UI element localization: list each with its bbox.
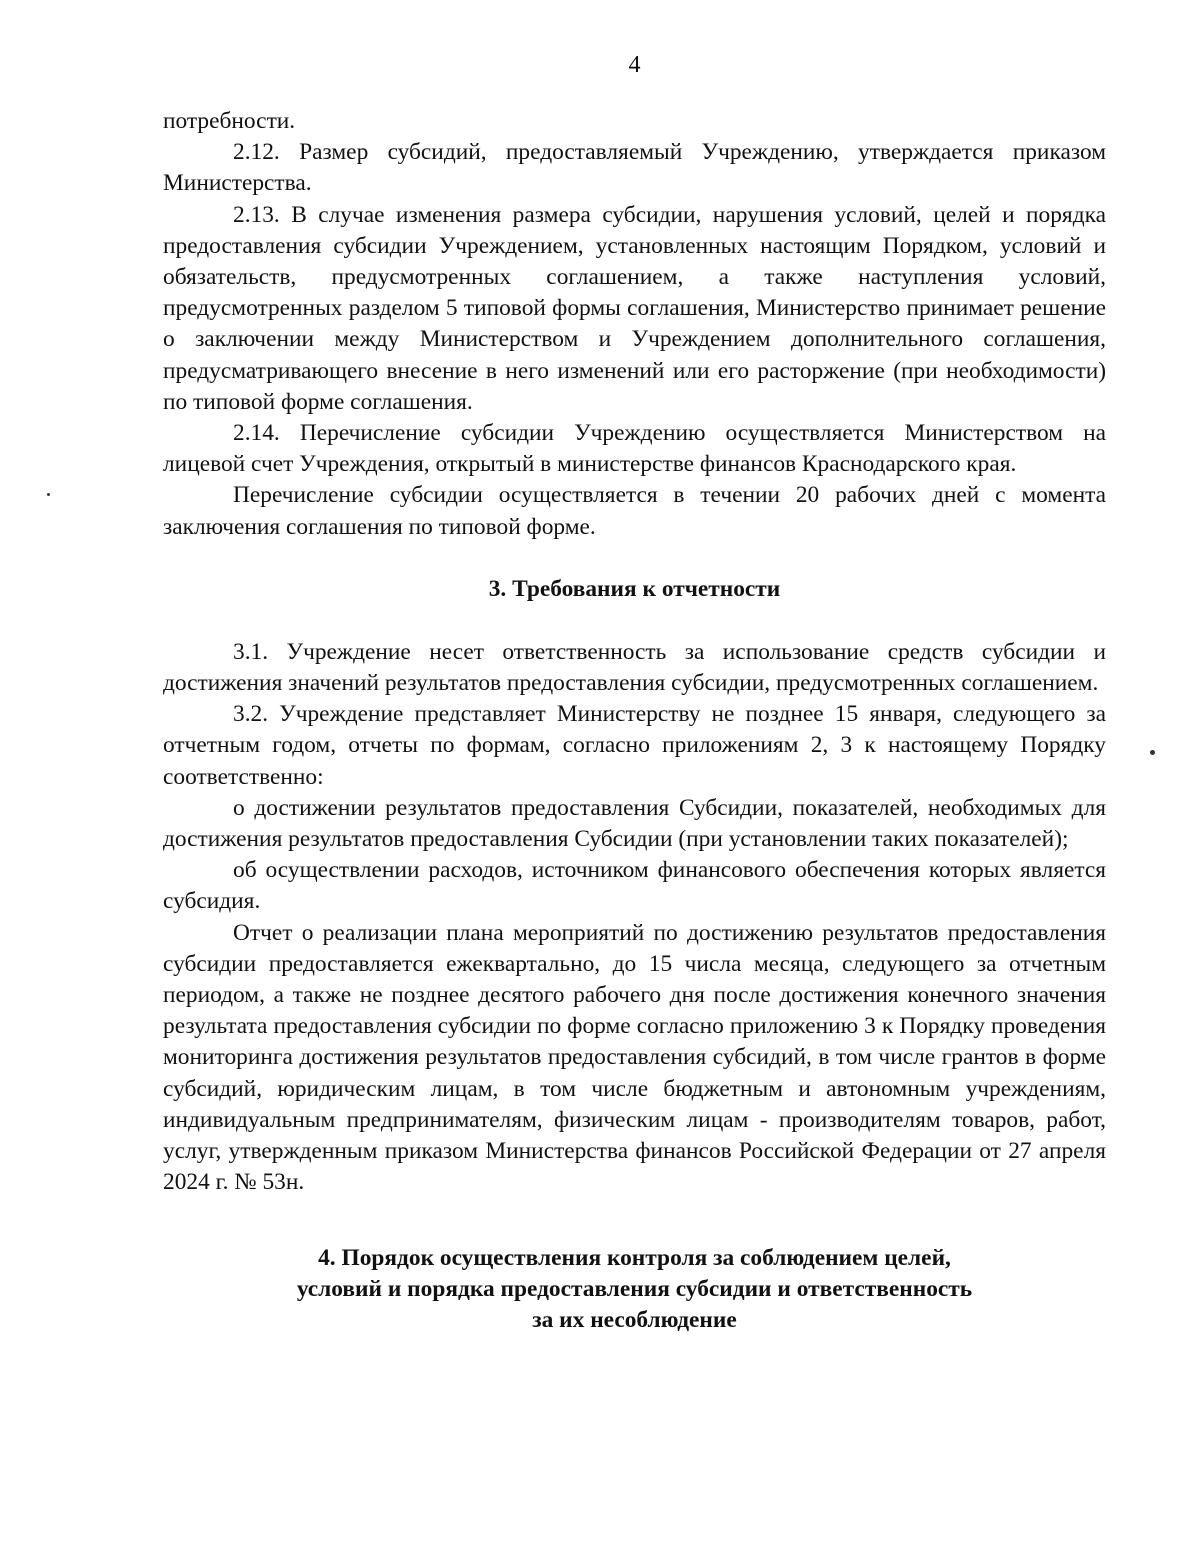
scan-speck-left bbox=[47, 493, 50, 496]
scan-speck-right bbox=[1150, 750, 1155, 755]
paragraph-2-12: 2.12. Размер субсидий, предоставляемый Учреждению, утверждается приказом Министерства. bbox=[163, 139, 1106, 197]
section-4-heading-line-3: за их несоблюдение bbox=[532, 1306, 737, 1333]
paragraph-3-2: 3.2. Учреждение представляет Министерству не позднее 15 января, следующего за отчетным годом, отчеты по формам, согласно приложениям 2, 3 к настоящему Порядку соответственно: bbox=[163, 701, 1106, 790]
section-4-heading-line-2: условий и порядка предоставления субсидии и ответственность bbox=[296, 1275, 973, 1302]
document-body bbox=[163, 106, 1106, 1336]
paragraph-report-results: о достижении результатов предоставления Субсидии, показателей, необходимых для достижения результатов предоставления Субсидии (при установлении таких показателей); bbox=[163, 794, 1106, 853]
paragraph-2-14: 2.14. Перечисление субсидии Учреждению осуществляется Министерством на лицевой счет Учреждения, открытый в министерстве финансов Краснодарского края. bbox=[163, 420, 1106, 478]
section-3-heading: 3. Требования к отчетности bbox=[488, 575, 781, 602]
paragraph-continuation: потребности. bbox=[163, 108, 296, 134]
section-4-heading-line-1: 4. Порядок осуществления контроля за соблюдением целей, bbox=[318, 1244, 951, 1271]
paragraph-quarterly-report: Отчет о реализации плана мероприятий по достижению результатов предоставления субсидии предоставляется ежеквартально, до 15 числа месяца, следующего за отчетным периодом, а также не позднее десятого рабочего дня после достижения конечного значения результата предоставления субсидии по форме согласно приложению 3 к Порядку проведения мониторинга достижения результатов предоставления субсидий, в том числе грантов в форме субсидий, юридическим лицам, в том числе бюджетным и автономным учреждениям, индивидуальным предпринимателям, физическим лицам - производителям товаров, работ, услуг, утвержденным приказом Министерства финансов Российской Федерации от 27 апреля 2024 г. № 53н. bbox=[163, 919, 1106, 1196]
paragraph-report-expenses: об осуществлении расходов, источником финансового обеспечения которых является субсидия. bbox=[163, 857, 1106, 915]
paragraph-transfer-term: Перечисление субсидии осуществляется в течении 20 рабочих дней с момента заключения соглашения по типовой форме. bbox=[163, 482, 1106, 540]
section-4-heading bbox=[163, 1243, 1106, 1336]
page-number: 4 bbox=[628, 52, 641, 78]
paragraph-3-1: 3.1. Учреждение несет ответственность за использование средств субсидии и достижения значений результатов предоставления субсидии, предусмотренных соглашением. bbox=[163, 638, 1106, 697]
paragraph-2-13: 2.13. В случае изменения размера субсидии, нарушения условий, целей и порядка предоставления субсидии Учреждением, установленных настоящим Порядком, условий и обязательств, предусмотренных соглашением, а также наступления условий, предусмотренных разделом 5 типовой формы соглашения, Министерство принимает решение о заключении между Министерством и Учреждением дополнительного соглашения, предусматривающего внесение в него изменений или его расторжение (при необходимости) по типовой форме соглашения. bbox=[163, 201, 1106, 415]
